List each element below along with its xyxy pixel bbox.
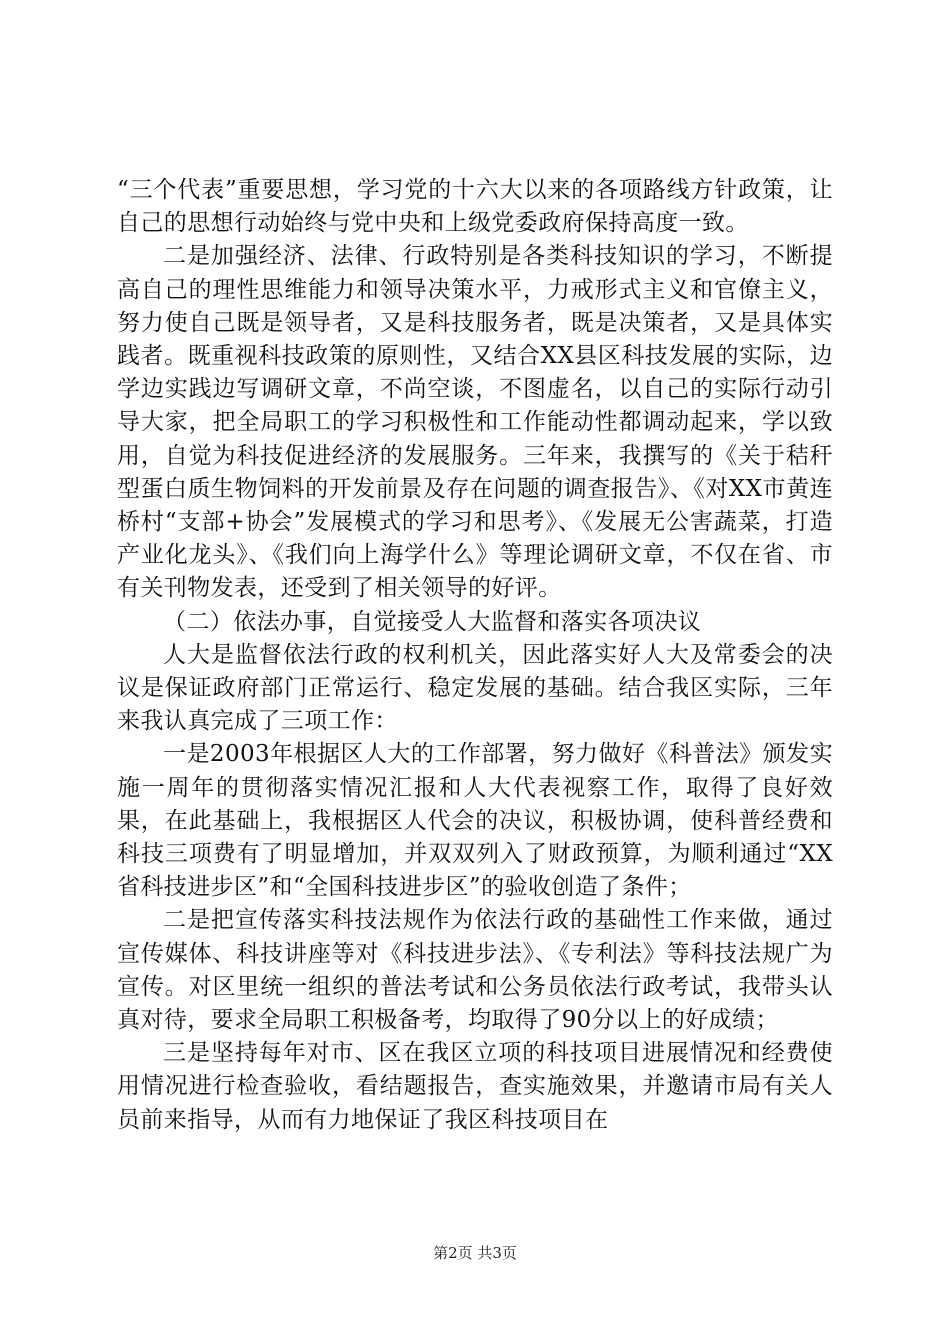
paragraph: 一是2003年根据区人大的工作部署，努力做好《科普法》颁发实施一周年的贯彻落实情况汇报和人大代表视察工作，取得了良好效果，在此基础上，我根据区人代会的决议，积极协调，使科普经费和科技三项费有了明显增加，并双双列入了财政预算，为顺利通过“XX省科技进步区”和“全国科技进步区”的验收创造了条件；	[117, 741, 833, 901]
section-heading: （二）依法办事，自觉接受人大监督和落实各项决议	[163, 608, 702, 635]
paragraph: 二是把宣传落实科技法规作为依法行政的基础性工作来做，通过宣传媒体、科技讲座等对《科技进步法》、《专利法》等科技法规广为宣传。对区里统一组织的普法考试和公务员依法行政考试，我带头认真对待，要求全局职工积极备考，均取得了90分以上的好成绩；	[117, 907, 833, 1034]
paragraph: “三个代表”重要思想，学习党的十六大以来的各项路线方针政策，让自己的思想行动始终与党中央和上级党委政府保持高度一致。	[117, 177, 833, 237]
paragraph: 人大是监督依法行政的权利机关，因此落实好人大及常委会的决议是保证政府部门正常运行、稳定发展的基础。结合我区实际，三年来我认真完成了三项工作：	[117, 641, 833, 735]
paragraph: 二是加强经济、法律、行政特别是各类科技知识的学习，不断提高自己的理性思维能力和领导决策水平，力戒形式主义和官僚主义，努力使自己既是领导者，又是科技服务者，既是决策者，又是具体实践者。既重视科技政策的原则性，又结合XX县区科技发展的实际，边学边实践边写调研文章，不尚空谈，不图虚名，以自己的实际行动引导大家，把全局职工的学习积极性和工作能动性都调动起来，学以致用，自觉为科技促进经济的发展服务。三年来，我撰写的《关于秸秆型蛋白质生物饲料的开发前景及存在问题的调查报告》、《对XX市黄连桥村“支部+协会”发展模式的学习和思考》、《发展无公害蔬菜，打造产业化龙头》、《我们向上海学什么》等理论调研文章，不仅在省、市有关刊物发表，还受到了相关领导的好评。	[117, 243, 833, 602]
paragraph: 三是坚持每年对市、区在我区立项的科技项目进展情况和经费使用情况进行检查验收，看结题报告，查实施效果，并邀请市局有关人员前来指导，从而有力地保证了我区科技项目在	[117, 1040, 833, 1133]
document-body	[117, 174, 833, 1137]
page-number-footer: 第2页 共3页	[433, 1244, 517, 1262]
